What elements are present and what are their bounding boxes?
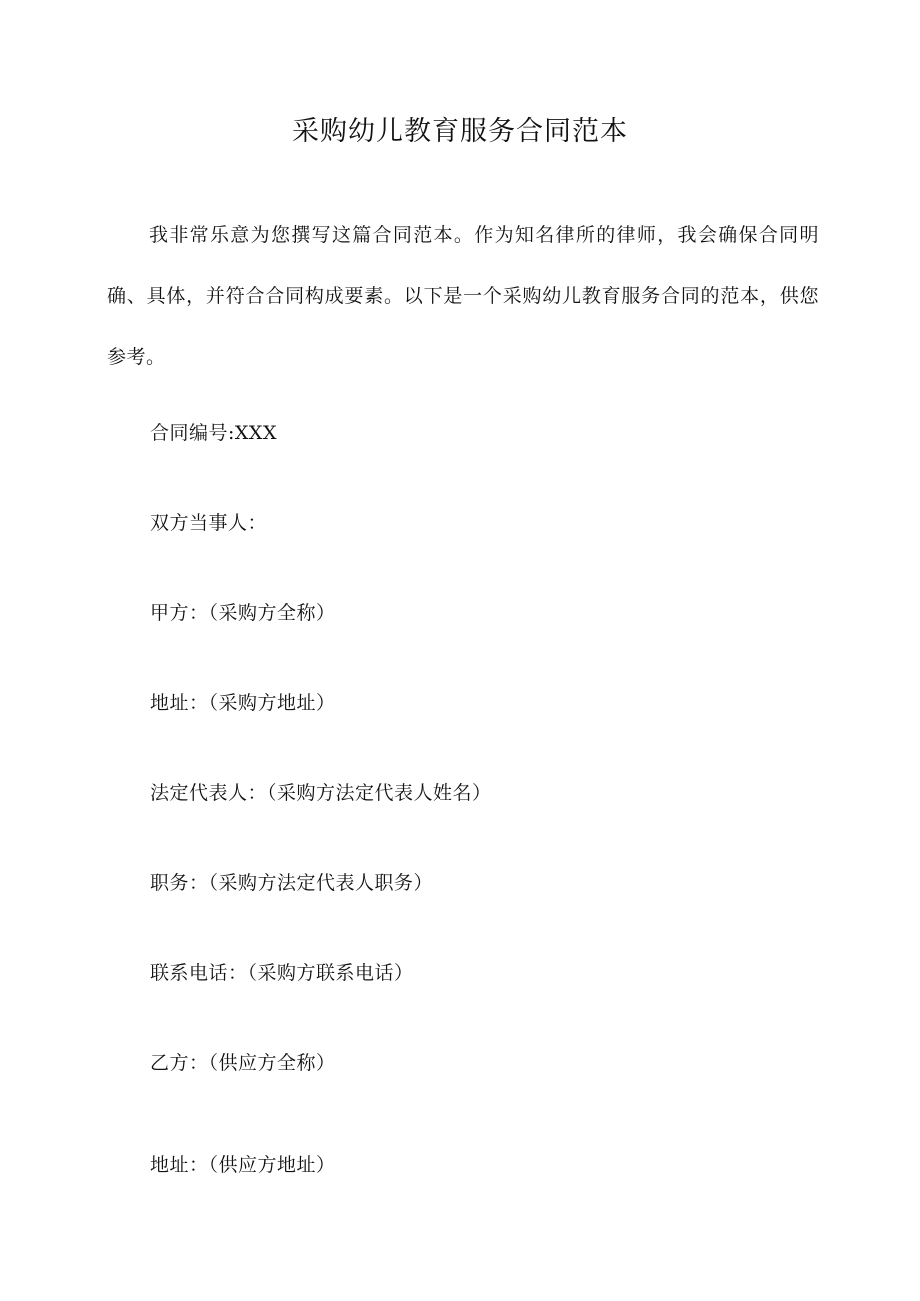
party-a-phone-line: 联系电话：（采购方联系电话） [150,962,414,984]
party-a-position-line: 职务：（采购方法定代表人职务） [150,872,434,894]
intro-paragraph: 我非常乐意为您撰写这篇合同范本。作为知名律所的律师，我会确保合同明确、具体，并符合合同构成要素。以下是一个采购幼儿教育服务合同的范本，供您参考。 [107,224,819,368]
party-a-legal-rep-line: 法定代表人：（采购方法定代表人姓名） [150,782,492,804]
party-a-name-line: 甲方：（采购方全称） [150,602,336,624]
party-a-address-line: 地址：（采购方地址） [150,692,336,714]
contract-number-line: 合同编号:XXX [150,422,277,444]
party-b-address-line: 地址：（供应方地址） [150,1154,336,1176]
parties-heading: 双方当事人： [150,512,268,534]
party-b-name-line: 乙方：（供应方全称） [150,1052,336,1074]
document-title: 采购幼儿教育服务合同范本 [292,116,628,147]
